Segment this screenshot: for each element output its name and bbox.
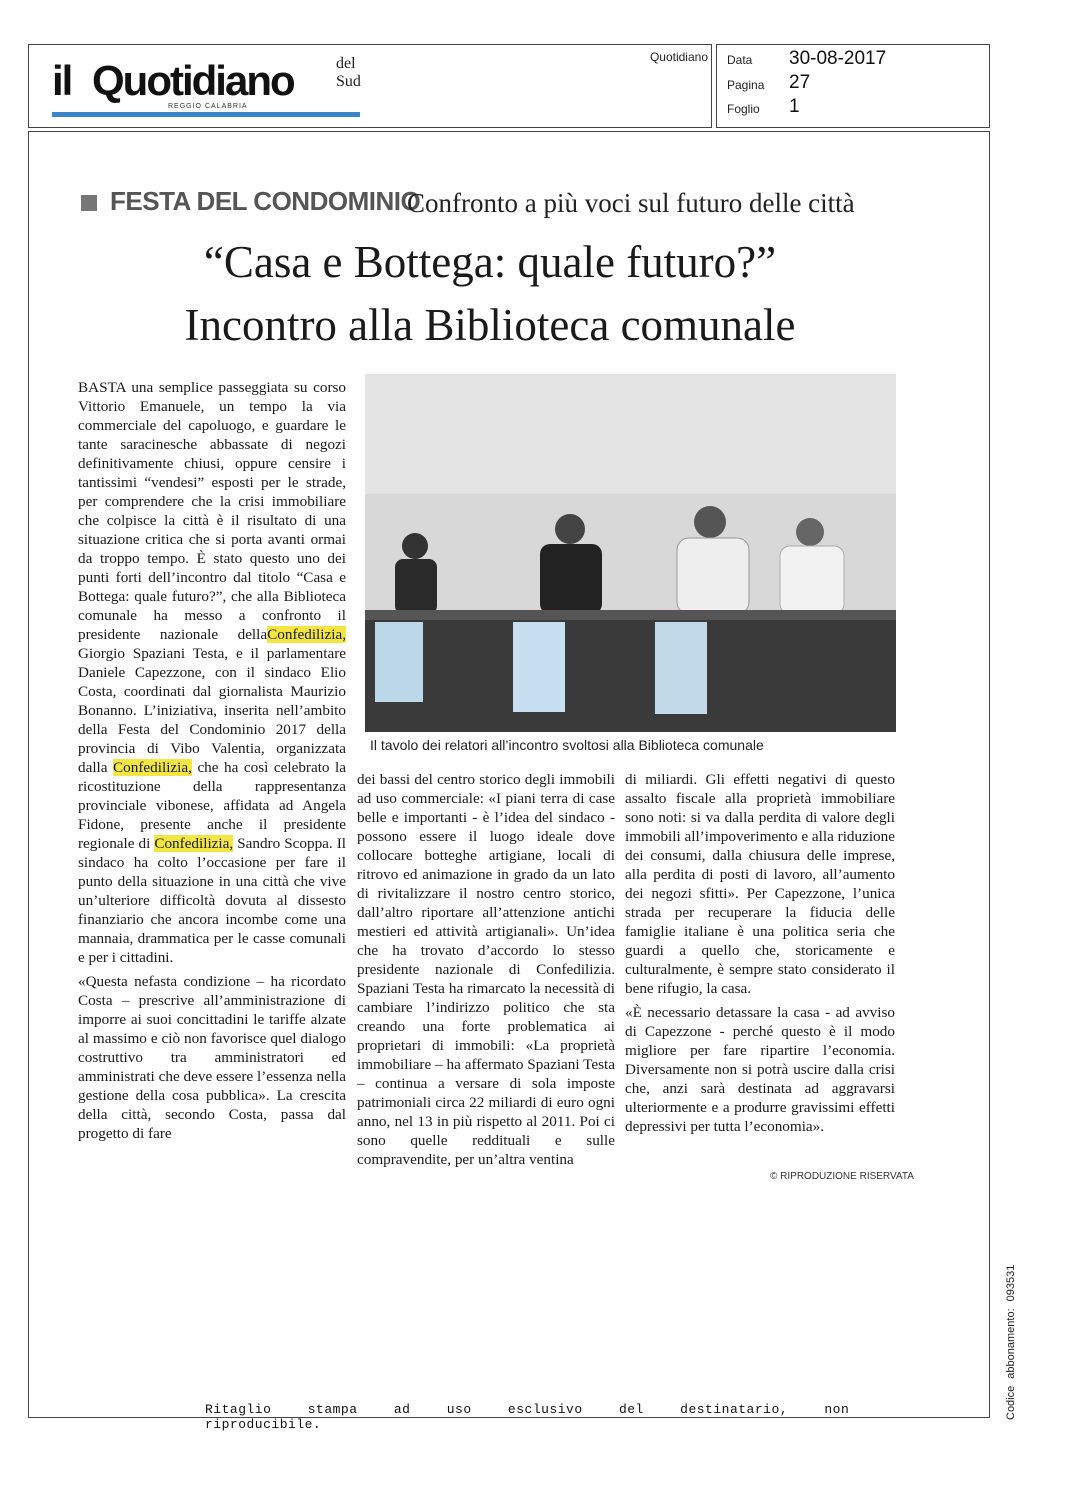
photo-illustration (365, 374, 896, 732)
footer-notice: Ritaglio stampa ad uso esclusivo del destinatario, non riproducibile. (205, 1402, 850, 1432)
article-column-3 (625, 770, 895, 1141)
text-run: Giorgio Spaziani Testa, e il parlamentare Daniele Capezzone, con il sindaco Elio Costa, coordinati dal giornalista Maurizio Bonanno. L’iniziativa, inserita nell’ambito della Festa del Condominio 2017 della provincia di Vibo Valentia, organizzata dalla (78, 645, 346, 776)
source-label: Quotidiano (649, 50, 708, 64)
paragraph: dei bassi del centro storico degli immobili ad uso commerciale: «I piani terra di case belle e importanti - è l’idea del sindaco - possono essere il luogo ideale dove collocare botteghe artigiane, locali di ritrovo ed animazione in grado da un lato di rivitalizzare il nostro centro storico, dall’altro riportare all’attenzione antichi mestieri ed attività artigianali». Un’idea che ha trovato d’accordo lo stesso presidente nazionale di Confedilizia. Spaziani Testa ha rimarcato la necessità di cambiare l’indirizzo politico che sta creando una forte problematica ai proprietari di immobili: «La proprietà immobiliare – ha affermato Spaziani Testa – continua a versare di sola imposte patrimoniali circa 22 miliardi di euro ogni anno, nel 13 in più rispetto al 2011. Poi ci sono quelle reddituali e sulle compravendite, per un’altra ventina (357, 771, 615, 1168)
highlighted-keyword: Confedilizia, (154, 835, 234, 852)
pagina-label: Pagina (727, 78, 765, 92)
article-column-1 (78, 378, 346, 1148)
photo-caption: Il tavolo dei relatori all’incontro svoltosi alla Biblioteca comunale (370, 737, 764, 753)
logo-wordmark: Quotidiano (92, 57, 294, 104)
paragraph: «Questa nefasta condizione – ha ricordato Costa – prescrive all’amministrazione di imporre ai suoi concittadini le tariffe alzate al massimo e ciò non favorisce quel dialogo costruttivo tra amministratori ed amministrati che deve essere l’essenza nella gestione della cosa pubblica». La crescita della città, secondo Costa, passa dal progetto di fare (78, 973, 346, 1142)
newspaper-logo (52, 55, 372, 123)
logo-il: il (52, 57, 72, 104)
data-label: Data (727, 53, 753, 67)
logo-edition: REGGIO CALABRIA (168, 103, 248, 110)
text-run: BASTA una semplice passeggiata su corso Vittorio Emanuele, un tempo la via commerciale del capoluogo, e guardare le tante saracinesche abbassate di negozi definitivamente chiusi, oppure censire i tantissimi “vendesi” esposti per le strade, per comprendere che la crisi immobiliare che colpisce la città è il risultato di una situazione critica che si porta avanti ormai da troppo tempo. È stato questo uno dei punti forti dell’incontro dal titolo “Casa e Bottega: quale futuro?”, che alla Biblioteca comunale ha messo a confronto il presidente nazionale della (78, 379, 346, 643)
headline-line-1: “Casa e Bottega: quale futuro?” (203, 237, 777, 287)
kicker-subtitle: Confronto a più voci sul futuro delle città (407, 188, 855, 218)
data-value: 30-08-2017 (789, 48, 887, 69)
pagina-value: 27 (789, 72, 811, 93)
article-photo (365, 374, 896, 732)
highlighted-keyword: Confedilizia, (267, 626, 346, 643)
copyright-notice: © RIPRODUZIONE RISERVATA (770, 1171, 914, 1182)
foglio-label: Foglio (727, 102, 760, 116)
subscription-code: Codice abbonamento: 093531 (1005, 1264, 1017, 1420)
article-column-2 (357, 770, 615, 1174)
paragraph (78, 378, 346, 967)
text-run: che ha così celebrato la ricostituzione della rappresentanza provinciale vibonese, affidata ad Angela Fidone, presente anche il presidente regionale di (78, 759, 347, 852)
kicker: FESTA DEL CONDOMINIO (110, 186, 421, 216)
highlighted-keyword: Confedilizia, (113, 759, 192, 776)
foglio-value: 1 (789, 96, 800, 117)
logo-blue-bar (52, 112, 360, 117)
text-run: Sandro Scoppa. Il sindaco ha colto l’occasione per fare il punto della situazione in una città che vive un’ulteriore difficoltà dovuta al dissesto finanziario che ancora incombe come una mannaia, drammatica per le casse comunali e per i cittadini. (78, 835, 346, 966)
logo-del-sud: del Sud (336, 55, 361, 90)
headline-line-2: Incontro alla Biblioteca comunale (184, 300, 796, 350)
paragraph: «È necessario detassare la casa - ad avviso di Capezzone - perché questo è il modo migliore per fare ripartire l’economia. Diversamente non si potrà uscire dalla crisi che, anzi sarà destinata ad aggravarsi ulteriormente e a produrre gravissimi effetti depressivi per tutta l’economia». (625, 1004, 895, 1135)
kicker-square-icon (81, 195, 97, 211)
paragraph: di miliardi. Gli effetti negativi di questo assalto fiscale alla proprietà immobiliare sono noti: si va dalla perdita di valore degli immobili all’impoverimento e alla riduzione dei consumi, dalla chiusura delle imprese, alla perdita di posti di lavoro, all’aumento dei negozi sfitti». Per Capezzone, l’unica strada per recuperare la fiducia delle famiglie italiane è una politica seria che guardi a quello che, storicamente e culturalmente, è sempre stato considerato il bene rifugio, la casa. (625, 771, 895, 997)
